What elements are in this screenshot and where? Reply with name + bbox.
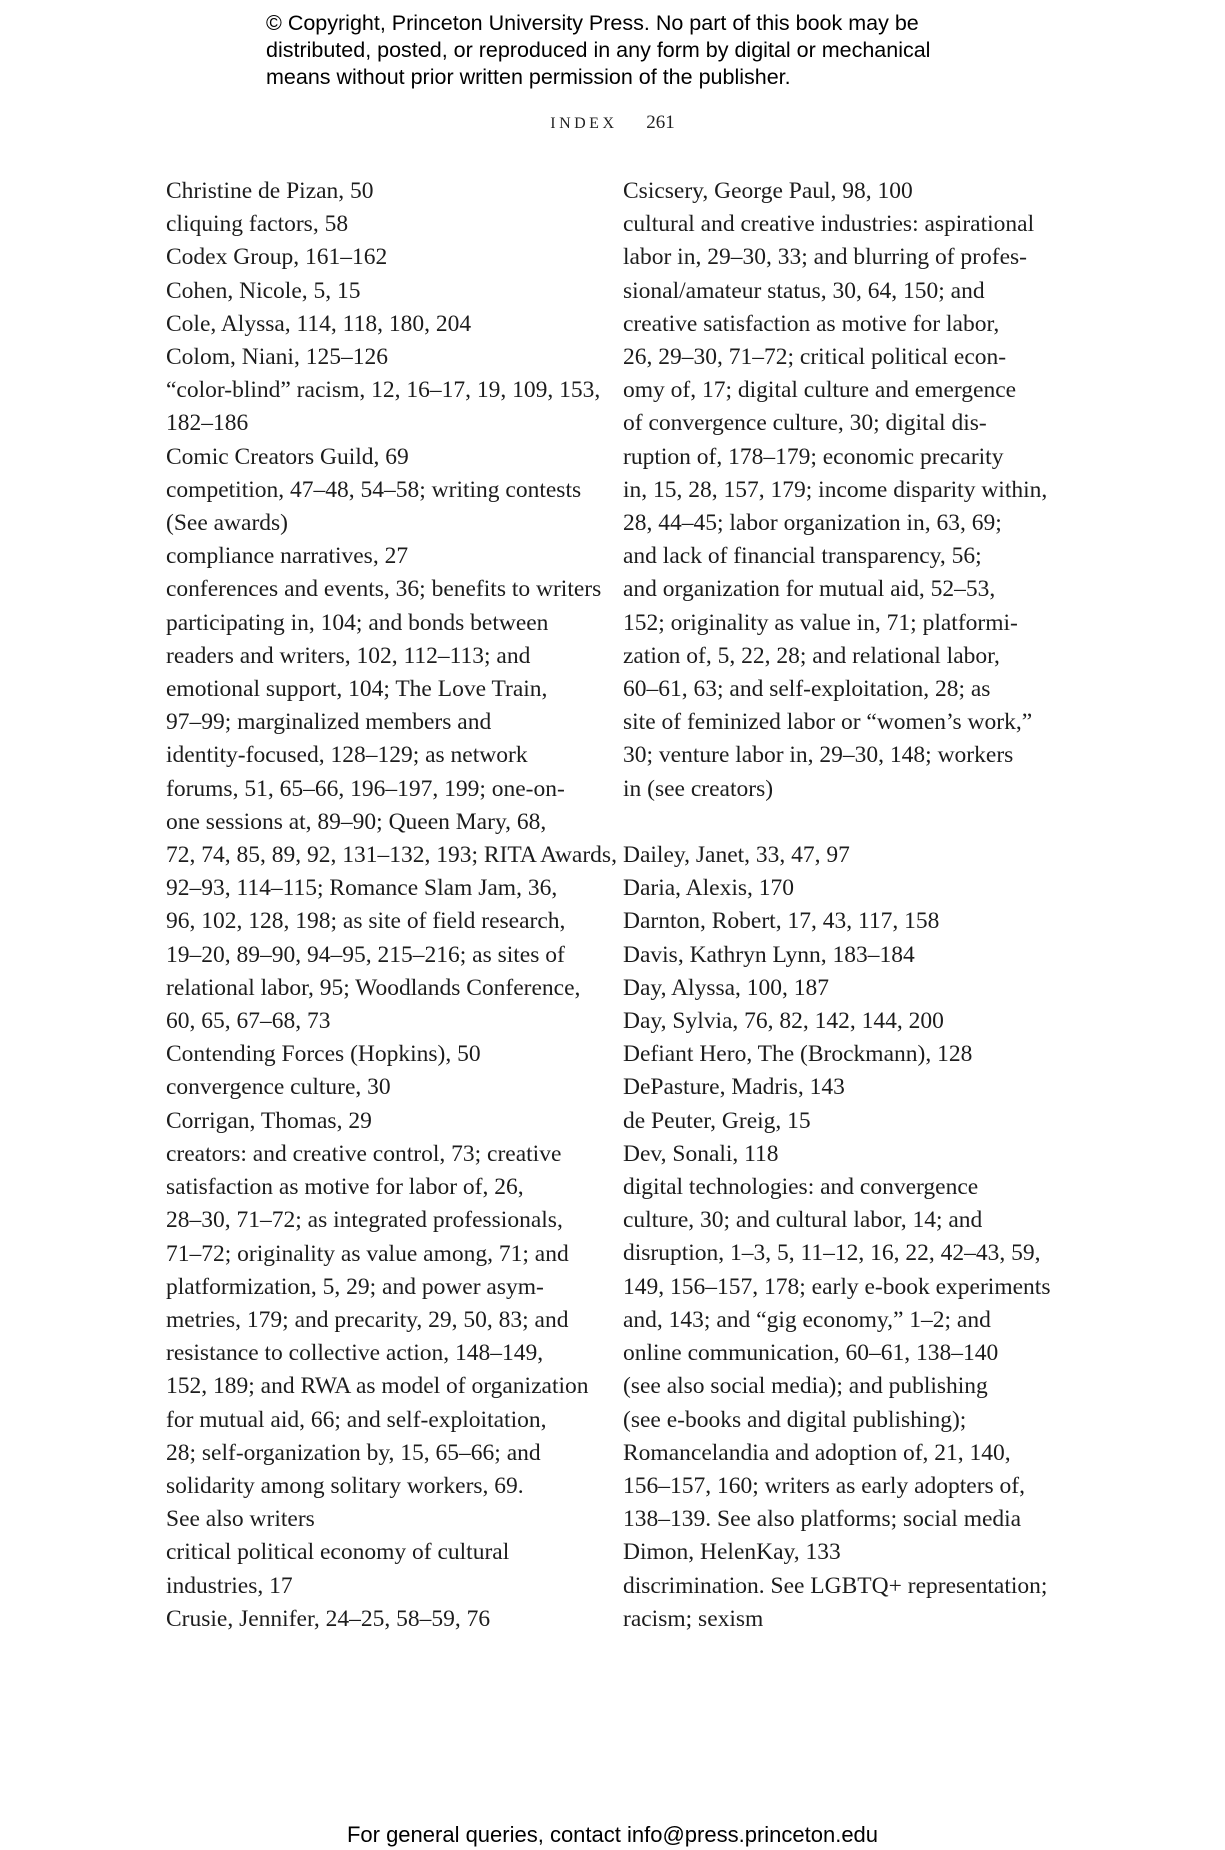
index-entry-line: Csicsery, George Paul, 98, 100 [623, 178, 913, 204]
index-entry-line: one sessions at, 89–90; Queen Mary, 68, [166, 808, 547, 835]
index-entry-line: Corrigan, Thomas, 29 [166, 1107, 372, 1134]
index-entry-line: emotional support, 104; The Love Train, [166, 676, 548, 703]
index-entry-line: 149, 156–157, 178; early e-book experiments [623, 1273, 1051, 1300]
index-entry-line: discrimination. See LGBTQ+ representation; [623, 1572, 1048, 1599]
index-entry-line: Christine de Pizan, 50 [166, 178, 374, 204]
index-entry-line: labor in, 29–30, 33; and blurring of profes- [623, 244, 1027, 271]
index-entry-line: industries, 17 [166, 1572, 293, 1599]
index-entry-line: culture, 30; and cultural labor, 14; and [623, 1207, 983, 1234]
letter-gap [623, 806, 1043, 839]
index-entry [623, 1536, 1043, 1569]
index-entry-line: Daria, Alexis, 170 [623, 875, 794, 902]
page-number: 261 [646, 112, 675, 133]
index-entry-line: “color-blind” racism, 12, 16–17, 19, 109, 153, [166, 377, 601, 404]
index-entry-line: (see e-books and digital publishing); [623, 1406, 967, 1433]
index-entry-line: 28–30, 71–72; as integrated professionals, [166, 1207, 563, 1234]
index-entry-line: DePasture, Madris, 143 [623, 1074, 845, 1101]
index-entry-line: 71–72; originality as value among, 71; and [166, 1240, 569, 1267]
index-entry-line: Cohen, Nicole, 5, 15 [166, 277, 361, 304]
index-entry-line: participating in, 104; and bonds between [166, 609, 549, 636]
index-entry-line: Day, Alyssa, 100, 187 [623, 974, 830, 1001]
index-entry-line: Romancelandia and adoption of, 21, 140, [623, 1439, 1011, 1466]
index-entry [623, 175, 1043, 208]
index-entry-line: racism; sexism [623, 1605, 764, 1632]
index-entry-line: disruption, 1–3, 5, 11–12, 16, 22, 42–43, 59, [623, 1240, 1041, 1267]
index-entry-line: de Peuter, Greig, 15 [623, 1107, 811, 1134]
index-entry-line: (See awards) [166, 510, 289, 537]
index-entry [166, 275, 586, 308]
index-entry-line: Contending Forces (Hopkins), 50 [166, 1041, 481, 1068]
index-entry-line: creative satisfaction as motive for labor, [623, 310, 1000, 337]
index-entry-line: Dev, Sonali, 118 [623, 1140, 779, 1167]
index-entry [166, 1603, 586, 1636]
index-entry [166, 1105, 586, 1138]
index-entry-line: Dailey, Janet, 33, 47, 97 [623, 842, 850, 869]
index-entry [166, 374, 601, 440]
index-entry-line: 26, 29–30, 71–72; critical political econ- [623, 344, 1007, 371]
index-entry-line: for mutual aid, 66; and self-exploitation, [166, 1406, 547, 1433]
index-entry-line: ruption of, 178–179; economic precarity [623, 443, 1004, 470]
index-entry-line: forums, 51, 65–66, 196–197, 199; one-on- [166, 775, 565, 802]
index-entry-line: 19–20, 89–90, 94–95, 215–216; as sites of [166, 941, 565, 968]
index-entry-line: platformization, 5, 29; and power asym- [166, 1273, 544, 1300]
copyright-notice [266, 10, 1026, 91]
index-entry-line: relational labor, 95; Woodlands Conference, [166, 974, 581, 1001]
index-entry [166, 573, 617, 1038]
index-entry [166, 208, 586, 241]
index-entry-line: identity-focused, 128–129; as network [166, 742, 528, 769]
index-entry-line: Davis, Kathryn Lynn, 183–184 [623, 941, 915, 968]
index-entry-line: satisfaction as motive for labor of, 26, [166, 1174, 524, 1201]
copyright-line: © Copyright, Princeton University Press. No part of this book may be [266, 11, 919, 35]
index-entry-line: digital technologies: and convergence [623, 1174, 979, 1201]
index-entry-line: critical political economy of cultural [166, 1539, 510, 1566]
index-entry-line: omy of, 17; digital culture and emergence [623, 377, 1017, 404]
running-head-label: INDEX [550, 115, 618, 132]
index-entry-line: and, 143; and “gig economy,” 1–2; and [623, 1306, 991, 1333]
footer-contact: For general queries, contact info@press.princeton.edu [346, 1822, 879, 1847]
index-entry-line: Colom, Niani, 125–126 [166, 344, 388, 371]
index-entry-line: of convergence culture, 30; digital dis- [623, 410, 987, 437]
index-entry-line: 152, 189; and RWA as model of organization [166, 1373, 589, 1400]
index-entry-line: 156–157, 160; writers as early adopters of, [623, 1472, 1026, 1499]
index-entry [623, 1171, 1051, 1536]
index-entry [623, 1570, 1048, 1636]
index-entry [166, 1038, 586, 1071]
copyright-line: means without prior written permission of the publisher. [266, 65, 791, 89]
index-entry [623, 939, 1043, 972]
index-entry-line: online communication, 60–61, 138–140 [623, 1340, 999, 1367]
index-entry-line: compliance narratives, 27 [166, 543, 409, 570]
index-entry-line: 96, 102, 128, 198; as site of field research, [166, 908, 566, 935]
index-entry-line: cultural and creative industries: aspirational [623, 211, 1035, 238]
index-entry [623, 1071, 1043, 1104]
index-entry [623, 1138, 1043, 1171]
running-head [0, 112, 1225, 134]
index-entry-line: Cole, Alyssa, 114, 118, 180, 204 [166, 310, 472, 337]
index-entry-line: solidarity among solitary workers, 69. [166, 1472, 524, 1499]
index-entry-line: in (see creators) [623, 775, 774, 802]
index-entry [623, 872, 1043, 905]
index-entry-line: (see also social media); and publishing [623, 1373, 988, 1400]
index-entry-line: convergence culture, 30 [166, 1074, 391, 1101]
index-entry-line: in, 15, 28, 157, 179; income disparity within, [623, 476, 1048, 503]
index-entry [166, 1138, 589, 1536]
index-entry [166, 540, 586, 573]
index-entry-line: conferences and events, 36; benefits to writers [166, 576, 602, 603]
index-entry [623, 972, 1043, 1005]
index-entry-line: 138–139. See also platforms; social media [623, 1506, 1022, 1533]
index-column-right [623, 175, 1051, 1636]
index-entry-line: Defiant Hero, The (Brockmann), 128 [623, 1041, 973, 1068]
index-entry-line: Darnton, Robert, 17, 43, 117, 158 [623, 908, 940, 935]
index-entry [623, 208, 1048, 806]
index-entry-line: Day, Sylvia, 76, 82, 142, 144, 200 [623, 1008, 944, 1035]
index-entry-line: Comic Creators Guild, 69 [166, 443, 409, 470]
index-entry-line: readers and writers, 102, 112–113; and [166, 642, 531, 669]
index-entry-line: creators: and creative control, 73; creative [166, 1140, 562, 1167]
index-entry-line: 28; self-organization by, 15, 65–66; and [166, 1439, 541, 1466]
index-entry-line: cliquing factors, 58 [166, 211, 349, 238]
index-entry [623, 1005, 1043, 1038]
index-entry-line: See also writers [166, 1506, 315, 1533]
index-entry-line: sional/amateur status, 30, 64, 150; and [623, 277, 985, 304]
index-entry [623, 905, 1043, 938]
index-entry [166, 241, 586, 274]
index-entry [623, 839, 1043, 872]
index-entry-line: 60, 65, 67–68, 73 [166, 1008, 331, 1035]
copyright-line: distributed, posted, or reproduced in any form by digital or mechanical [266, 38, 931, 62]
index-entry-line: zation of, 5, 22, 28; and relational labor, [623, 642, 1000, 669]
index-entry-line: competition, 47–48, 54–58; writing contests [166, 476, 582, 503]
index-column-left [166, 175, 617, 1636]
index-entry [166, 341, 586, 374]
index-entry-line: 92–93, 114–115; Romance Slam Jam, 36, [166, 875, 558, 902]
index-entry-line: and organization for mutual aid, 52–53, [623, 576, 996, 603]
index-entry [623, 1038, 1043, 1071]
index-entry-line: 182–186 [166, 410, 249, 437]
index-entry-line: Crusie, Jennifer, 24–25, 58–59, 76 [166, 1605, 491, 1632]
index-entry [166, 308, 586, 341]
index-entry [166, 474, 586, 540]
index-entry-line: Dimon, HelenKay, 133 [623, 1539, 841, 1566]
index-entry-line: 72, 74, 85, 89, 92, 131–132, 193; RITA Awards, [166, 842, 617, 869]
index-entry-line: metries, 179; and precarity, 29, 50, 83; and [166, 1306, 569, 1333]
index-entry-line: 60–61, 63; and self-exploitation, 28; as [623, 676, 991, 703]
index-entry-line: 152; originality as value in, 71; platformi- [623, 609, 1018, 636]
index-entry-line: site of feminized labor or “women’s work,” [623, 709, 1033, 736]
index-entry [623, 1105, 1043, 1138]
index-entry [166, 441, 586, 474]
index-entry [166, 175, 586, 208]
index-entry [166, 1536, 586, 1602]
index-entry [166, 1071, 586, 1104]
index-entry-line: Codex Group, 161–162 [166, 244, 388, 271]
index-entry-line: 30; venture labor in, 29–30, 148; workers [623, 742, 1014, 769]
index-entry-line: 28, 44–45; labor organization in, 63, 69; [623, 510, 1002, 537]
index-entry-line: resistance to collective action, 148–149, [166, 1340, 544, 1367]
index-entry-line: and lack of financial transparency, 56; [623, 543, 982, 570]
index-entry-line: 97–99; marginalized members and [166, 709, 492, 736]
